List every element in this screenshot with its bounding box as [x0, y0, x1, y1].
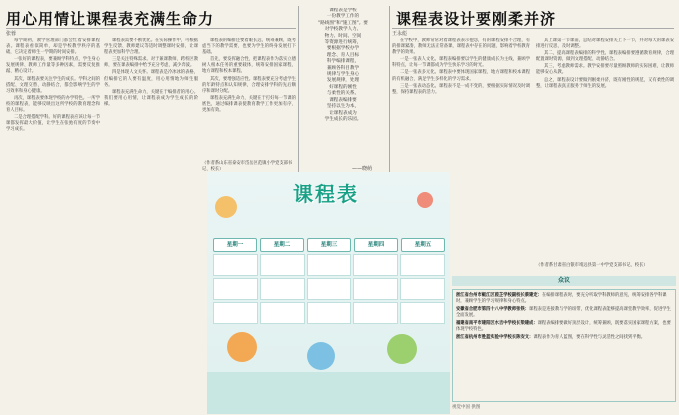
child-figure: [227, 332, 257, 362]
commentary-line: 一份教学工作的: [326, 14, 360, 20]
weekday-label: 星期一: [213, 238, 257, 252]
sidebar-commentary: [452, 289, 676, 402]
sidebar-item-text: 课程表是连接教与学的纽带，优化课程表能够提高课堂教学效率，促进学生全面发展。: [456, 307, 671, 318]
timetable-cell: [213, 278, 258, 300]
right-article-column-2: [536, 38, 674, 260]
weekday-label: 星期三: [307, 238, 351, 252]
timetable-cell: [400, 278, 445, 300]
divider: [6, 28, 296, 29]
timetable-cell: [307, 278, 352, 300]
sidebar-item-text: 课程表编排要做好顶层设计，统筹兼顾，既要落实国家课程方案，也要体现学校特色。: [456, 321, 671, 332]
paragraph: 每学期初，教学管理部门都会忙着安排课程表。课程表看似简单，却是学校教学秩序的基础，它决定着师生一学期的时间安排。: [6, 38, 100, 56]
timetable-cell: [213, 302, 258, 324]
commentary-line: 课程表是学校: [329, 8, 357, 13]
timetable-cell: [260, 254, 305, 276]
paragraph: 其次，要增强适应性。课程表要充分考虑学生的年龄特点和认知规律，合理安排学科的先后顺序和课时分配。: [202, 76, 296, 94]
paragraph: 课程表的编排还要着眼长远，统筹兼顾，既考虑当下的教学需要，也要为学生的终身发展打下基础。: [202, 38, 296, 56]
commentary-line: 物力、时间、空间: [324, 33, 362, 39]
timetable-cell: [307, 254, 352, 276]
left-article-title: 用心用情让课程表充满生命力: [6, 10, 215, 28]
paragraph: 首先，要发挥融合性，把课程表作为落实立德树人根本任务的重要载体，统筹安排国家课程、地方课程和校本课程。: [202, 57, 296, 75]
illustration-title: 课程表: [293, 182, 359, 206]
commentary-line: 对学校教学人力、: [324, 27, 362, 33]
timetable-cell: [213, 254, 258, 276]
timetable-grid: [213, 254, 445, 324]
divider: [389, 6, 390, 172]
left-article-column-2: [104, 38, 198, 412]
middle-commentary: [300, 8, 386, 173]
commentary-line: 规律与学生身心: [326, 72, 360, 78]
paragraph: 三是一张表动态化。课程表不是一成不变的，要根据实际情况及时调整，保持课程表的活力。: [392, 83, 530, 95]
sidebar-item-name: 安徽省合肥市第四十八中学教师张铁：: [456, 307, 530, 312]
timetable-cell: [260, 302, 305, 324]
weekday-header: [213, 238, 445, 252]
commentary-line: 课程表编排要: [329, 97, 357, 103]
left-article-author: 张蓉: [6, 31, 17, 37]
paragraph: 再次，课程表要体现学校的办学特色。一所学校的课程表，能够反映出这所学校的教育理念和育人目标。: [6, 95, 100, 114]
timetable-cell: [353, 302, 398, 324]
middle-signature: ——晓萌: [352, 166, 373, 172]
commentary-line: 等资源进行统筹，: [324, 40, 362, 46]
commentary-line: 学生成长的乐园。: [324, 116, 362, 122]
commentary-line: 好课程的刚性: [329, 84, 357, 90]
decoration-circle: [215, 196, 237, 218]
paragraph: 其次，课程表要关注学生的成长。学科之间的搭配、文理交替、动静结合，都会影响学生的学习效率和身心健康。: [6, 76, 100, 94]
commentary-line: 与柔性的关系。: [326, 91, 360, 97]
child-figure: [387, 334, 417, 364]
child-figure: [307, 342, 335, 370]
sidebar-item-name: 福建省南平市建阳区水吉中学校长梁建成：: [456, 321, 538, 326]
paragraph: 一张好的课程表，要兼顾学科特点、学生身心发展规律、教师工作量等多种因素，需要反复推敲、精心设计。: [6, 57, 100, 75]
timetable-cell: [260, 278, 305, 300]
right-article-title: 课程表设计要刚柔并济: [396, 10, 557, 28]
right-article-author: 王永彪: [392, 31, 408, 37]
commentary-line: 科学编排课程，: [326, 59, 360, 65]
commentary-line: 坚持以生为本，: [326, 104, 360, 110]
sidebar-item-name: 浙江省台州市椒江区葭芷学校副校长蔡建定：: [456, 293, 542, 298]
timetable-cell: [353, 278, 398, 300]
timetable-illustration: [207, 172, 450, 414]
paragraph: 课程表充满生命力，关键在于编排者的用心。我们要用心用情，让课程表成为学生成长的阶梯。: [104, 89, 198, 107]
weekday-label: 星期五: [401, 238, 445, 252]
sidebar-item: [456, 321, 672, 333]
commentary-line: 兼顾各科目教学: [326, 65, 360, 71]
paragraph: 课程表充满生命力，关键在于打好每一节课的底色，通过编排课表使教育教学工作更加有序、更加有效。: [202, 95, 296, 114]
sidebar-item-name: 浙江省杭州市胜蓝实验中学校长陈安文：: [456, 335, 534, 340]
paragraph: 二是一张表多元化。课程表中要体现国家课程、地方课程和校本课程的有机融合，满足学生多样化的学习需求。: [392, 70, 530, 82]
left-article-column-1: [6, 38, 100, 412]
timetable-cell: [353, 254, 398, 276]
divider: [392, 28, 674, 29]
decoration-circle: [417, 192, 433, 208]
paragraph: 二是合理搭配学科。好的课程表应该让每一节课都发挥最大价值，让学生在张弛有度的节奏中学习成长。: [6, 115, 100, 133]
paragraph: 三是关注特殊需求。对于兼课教师、跨校区教师，要在课表编排中给予充分考虑，减少奔波。: [104, 57, 198, 69]
weekday-label: 星期二: [260, 238, 304, 252]
sidebar-item-text: 课程表作为育人蓝图，要在科学性与灵活性之间找到平衡。: [533, 335, 646, 340]
sidebar-item-text: 在编排课程表时，要充分听取学科教师的意见，统筹安排各学科课时，兼顾学生的学习规律和身心特点。: [456, 293, 667, 304]
paragraph: 在学校中，教师常常对着课程表表示抱怨，有的课程安排不合理，有的排课紧凑，教师无法正常备课，课程表中存在的问题，影响着学校教育教学的效果。: [392, 38, 530, 56]
paragraph: 其二，提高课程表编排的科学性。课程表编排要遵循教育规律，合理配置课时资源，做到文理搭配、动静结合。: [536, 51, 674, 63]
timetable-cell: [400, 302, 445, 324]
illustration-ground: [207, 372, 450, 414]
commentary-line: 理念、育人目标: [326, 52, 360, 58]
left-article-column-3: [202, 38, 296, 172]
commentary-line: "路线图"和"施工图"。要: [318, 20, 368, 26]
paragraph: 课程表需要不断优化。在实际操作中，可根据学生反馈、教师建议等适时调整课时安排，让课程表更加科学合理。: [104, 38, 198, 56]
weekday-label: 星期四: [354, 238, 398, 252]
commentary-line: 要根据学校办学: [326, 46, 360, 52]
paragraph: 其三，考虑教师需求。教学安排要尽量照顾教师的实际困难，让教师能够安心从教。: [536, 64, 674, 76]
right-author-note: （作者系甘肃省白银市靖远县第一中学党支部书记、校长）: [536, 263, 648, 268]
left-author-note: （作者系山东省泰安市岱岳区范镇小学党支部书记、校长）: [202, 161, 293, 172]
paragraph: 一是一张表人文化。课程表编排要以学生的健康成长为主线，兼顾学科特点，让每一节课都成为学生快乐学习的时光。: [392, 57, 530, 69]
photo-credit: 视觉中国 供图: [452, 405, 481, 410]
paragraph: 其上课第一节课前，总结对课程安排关上下一节，并对每天的课表安排进行反思，及时调整。: [536, 38, 674, 50]
sidebar-item: [456, 335, 672, 341]
commentary-line: 发展规律，处理: [326, 78, 360, 84]
sidebar-title: 众议: [452, 276, 676, 286]
divider: [298, 6, 299, 172]
paragraph: 总之，课程表设计要做到刚柔并济，既有刚性的规范，又有柔性的调整，让课程表真正服务于师生的发展。: [536, 77, 674, 89]
commentary-line: 让课程表成为: [329, 110, 357, 116]
timetable-cell: [400, 254, 445, 276]
sidebar-item: [456, 307, 672, 319]
paragraph: 四是体现人文关怀。课程表是冷冰冰的表格，但编排它的人要有温度，用心用情地为师生服务。: [104, 70, 198, 88]
sidebar-item: [456, 293, 672, 305]
timetable-cell: [307, 302, 352, 324]
